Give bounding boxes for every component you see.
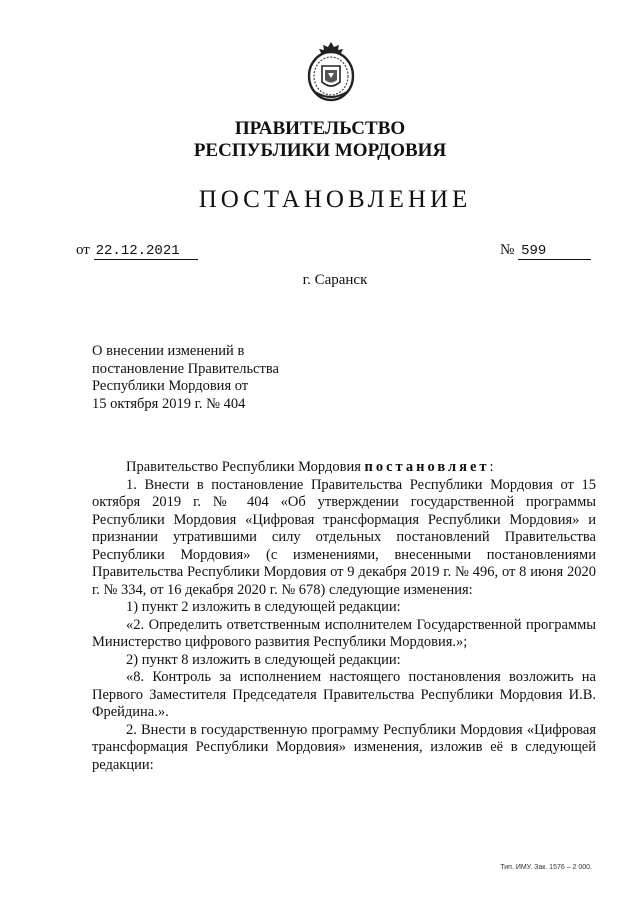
subject-line: 15 октября 2019 г. № 404 (92, 395, 246, 412)
intro-paragraph (92, 459, 596, 477)
paragraph-5: «8. Контроль за исполнением настоящего постановления возложить на Первого Заместителя Председателя Правительства Республики Мордовия И.В. Фрейдина.». (92, 669, 596, 720)
date-prefix: от (76, 242, 90, 258)
date-value: 22.12.2021 (94, 244, 198, 260)
subject-line: О внесении изменений в (92, 343, 245, 359)
intro-decree-word: постановляет (364, 459, 490, 475)
paragraph-6: 2. Внести в государственную программу Республики Мордовия «Цифровая трансформация Республики Мордовия» изменения, изложив её в следующей редакции: (92, 721, 596, 773)
number-value: 599 (518, 244, 591, 260)
number-prefix: № (500, 242, 515, 258)
intro-text: Правительство Республики Мордовия (126, 459, 361, 475)
government-name-line1: ПРАВИТЕЛЬСТВО (234, 118, 406, 139)
document-number (500, 242, 591, 260)
paragraph-1: 1. Внести в постановление Правительства Республики Мордовия от 15 октября 2019 г. № 404 «Об утверждении государственной программы Республики Мордовия «Цифровая трансформация Республики Мордовия» и признании утратившими силу отдельных постановлений Правительства Республики Мордовия» (с изменениями, внесенными постановлениями Правительства Республики Мордовия от 9 декабря 2019 г. № 496, от 8 июня 2020 г. № 334, от 16 декабря 2020 г. № 678) следующие изменения: (92, 476, 596, 598)
document-body (92, 459, 596, 774)
intro-colon: : (489, 459, 494, 475)
paragraph-2: 1) пункт 2 изложить в следующей редакции: (126, 599, 401, 615)
paragraph-3: «2. Определить ответственным исполнителем Государственной программы Министерство цифрового развития Республики Мордовия.»; (92, 616, 596, 650)
document-subject (92, 343, 290, 413)
subject-line: Республики Мордовия от (92, 378, 249, 394)
document-type-title: ПОСТАНОВЛЕНИЕ (198, 186, 472, 213)
paragraph-4: 2) пункт 8 изложить в следующей редакции: (126, 651, 401, 668)
city-name: г. Саранск (302, 272, 368, 288)
subject-line: постановление Правительства (92, 360, 279, 377)
government-name-line2: РЕСПУБЛИКИ МОРДОВИЯ (193, 140, 447, 161)
coat-of-arms-emblem (305, 40, 357, 104)
print-mark: Тип. ИМУ. Зак. 1576 – 2 000. (500, 864, 592, 871)
document-date (76, 242, 198, 260)
